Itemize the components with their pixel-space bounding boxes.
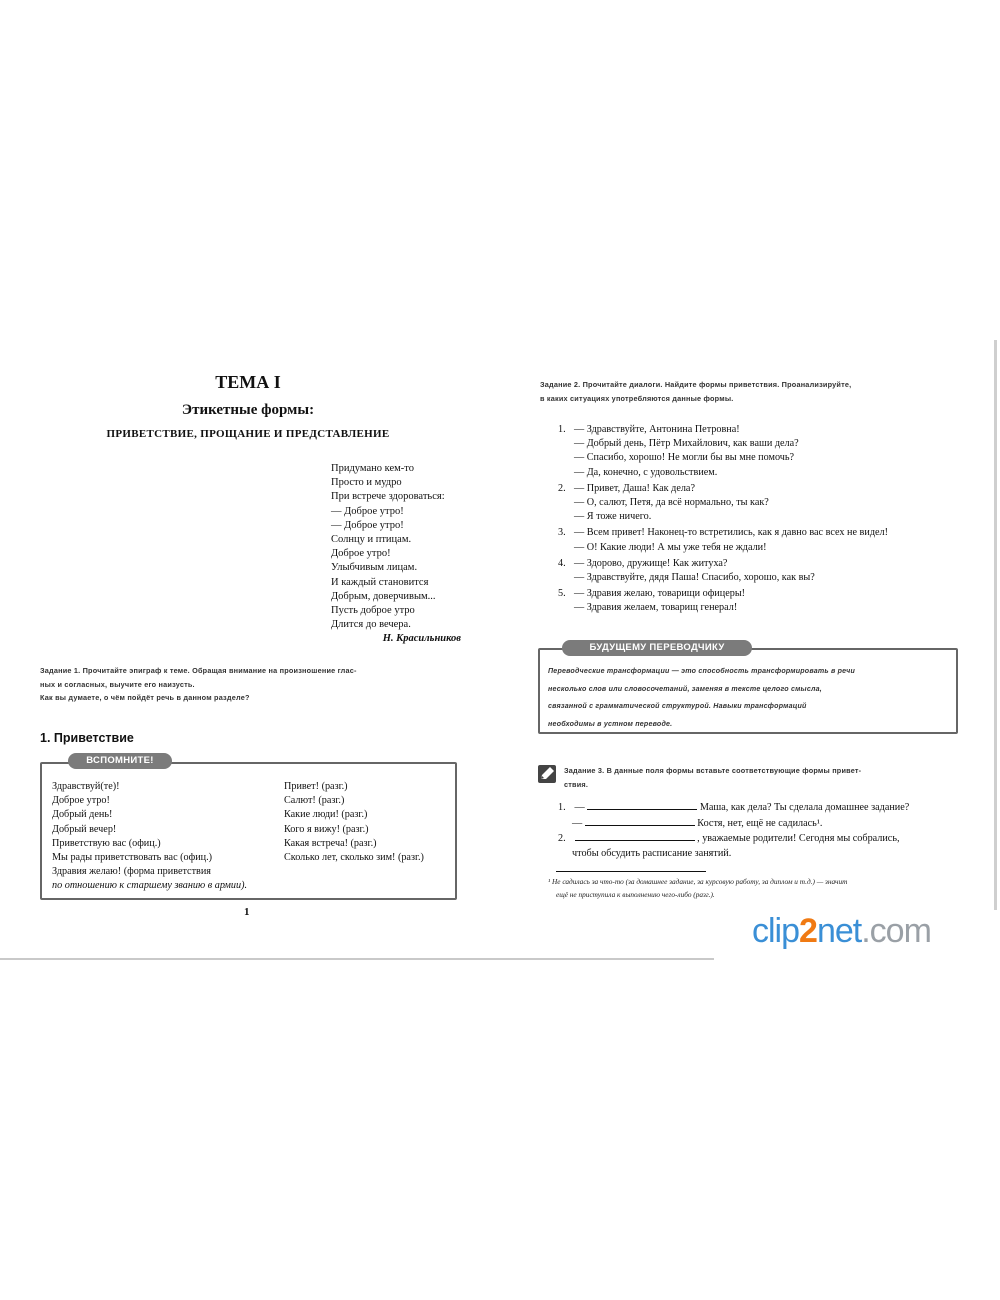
exercise-line bbox=[558, 800, 958, 816]
poem-line: Придумано кем-то bbox=[331, 463, 414, 474]
dialog-item bbox=[558, 557, 958, 585]
page-number: 1 bbox=[244, 906, 250, 918]
remember-item: Какая встреча! (разг.) bbox=[284, 837, 377, 849]
future-translator-text bbox=[548, 663, 944, 733]
task-1-line: Как вы думаете, о чём пойдёт речь в данном разделе? bbox=[40, 693, 250, 702]
dialog-number: 1. bbox=[558, 424, 566, 435]
dialog-item bbox=[558, 423, 958, 480]
footnote-line: ещё не приступила к выполнению чего-либо (разг.). bbox=[556, 889, 715, 899]
future-translator-label: БУДУЩЕМУ ПЕРЕВОДЧИКУ bbox=[562, 640, 752, 656]
pencil-icon bbox=[538, 765, 556, 783]
dialogs-list bbox=[558, 423, 958, 618]
remember-item: Добрый день! bbox=[52, 809, 113, 821]
answer-blank[interactable] bbox=[587, 800, 697, 810]
theme-subtitle: Этикетные формы: bbox=[181, 402, 315, 418]
theme-subtitle-topics: ПРИВЕТСТВИЕ, ПРОЩАНИЕ И ПРЕДСТАВЛЕНИЕ bbox=[106, 428, 390, 440]
poem-line: Пусть доброе утро bbox=[331, 605, 415, 617]
exercise-line bbox=[558, 816, 958, 832]
task-2-line: в каких ситуациях употребляются данные формы. bbox=[540, 393, 734, 403]
remember-item: Кого я вижу! (разг.) bbox=[284, 823, 369, 835]
poem-line: Солнцу и птицам. bbox=[331, 534, 412, 546]
exercise-dash: — bbox=[572, 817, 583, 829]
poem-line: И каждый становится bbox=[331, 576, 429, 588]
exercise-number: 2. bbox=[558, 833, 566, 845]
future-translator-line: связанной с грамматической структурой. Навыки трансформаций bbox=[548, 702, 807, 710]
exercise-dash: — bbox=[574, 802, 585, 813]
footnote-marker: ¹ bbox=[548, 877, 551, 886]
dialog-line: — Здравия желаю, товарищи офицеры! bbox=[574, 588, 746, 600]
footnote-line: Не садилась за что-то (за домашнее задание, за курсовую работу, за диплом и т.д.) — значит bbox=[552, 877, 848, 886]
watermark-logo bbox=[752, 912, 931, 951]
remember-item: Какие люди! (разг.) bbox=[284, 809, 368, 821]
task-2-line: Задание 2. Прочитайте диалоги. Найдите формы приветствия. Проанализируйте, bbox=[540, 380, 852, 389]
dialog-line: — О! Какие люди! А мы уже тебя не ждали! bbox=[574, 541, 767, 553]
remember-informal-list bbox=[284, 780, 424, 865]
task-1-line: Задание 1. Прочитайте эпиграф к теме. Обращая внимание на произношение глас- bbox=[40, 666, 357, 675]
task-3-line: Задание 3. В данные поля формы вставьте соответствующие формы привет- bbox=[564, 766, 862, 775]
dialog-line: — Я тоже ничего. bbox=[574, 511, 652, 523]
exercise-number: 1. bbox=[558, 802, 566, 813]
footnote-rule bbox=[556, 871, 706, 872]
exercise-text: чтобы обсудить расписание занятий. bbox=[572, 847, 732, 859]
dialog-line: — Добрый день, Пётр Михайлович, как ваши дела? bbox=[574, 438, 799, 450]
exercise-text: Костя, нет, ещё не садилась¹. bbox=[697, 817, 823, 829]
poem-line: Длится до вечера. bbox=[331, 619, 411, 631]
remember-item: Привет! (разг.) bbox=[284, 781, 348, 792]
dialog-item bbox=[558, 587, 958, 615]
remember-item: Сколько лет, сколько зим! (разг.) bbox=[284, 852, 424, 864]
dialog-line: — Здравствуйте, дядя Паша! Спасибо, хорошо, как вы? bbox=[574, 572, 815, 584]
watermark-part: net bbox=[816, 912, 862, 950]
poem-line: — Доброе утро! bbox=[331, 519, 404, 531]
future-translator-line: Переводческие трансформации — это способность трансформировать в речи bbox=[548, 667, 855, 675]
remember-item: Доброе утро! bbox=[52, 795, 110, 807]
dialog-line: — Здравствуйте, Антонина Петровна! bbox=[574, 424, 740, 435]
dialog-number: 3. bbox=[558, 527, 566, 539]
remember-item: Приветствую вас (офиц.) bbox=[52, 837, 161, 849]
section-heading-greeting: 1. Приветствие bbox=[40, 731, 134, 745]
remember-item: Здравия желаю! (форма приветствия bbox=[52, 866, 211, 878]
poem-line: При встрече здороваться: bbox=[331, 491, 445, 503]
dialog-number: 4. bbox=[558, 557, 566, 569]
epigraph-poem bbox=[331, 462, 461, 647]
task-3-line: ствия. bbox=[564, 779, 589, 789]
task-3 bbox=[564, 764, 958, 791]
remember-item: Мы рады приветствовать вас (офиц.) bbox=[52, 852, 213, 864]
task-2 bbox=[540, 378, 960, 405]
watermark-part: clip bbox=[752, 912, 800, 950]
remember-item: по отношению к старшему званию в армии). bbox=[52, 880, 248, 892]
dialog-line: — Да, конечно, с удовольствием. bbox=[574, 466, 718, 478]
answer-blank[interactable] bbox=[575, 831, 695, 841]
task-1 bbox=[40, 664, 460, 705]
dialog-item bbox=[558, 526, 958, 554]
watermark-part: 2 bbox=[799, 912, 817, 950]
dialog-line: — Привет, Даша! Как дела? bbox=[574, 482, 695, 494]
remember-item: Здравствуй(те)! bbox=[52, 781, 120, 792]
theme-title: ТЕМА I bbox=[215, 372, 281, 392]
page-bottom-divider bbox=[0, 958, 714, 960]
dialog-line: — Здорово, дружище! Как житуха? bbox=[574, 557, 728, 569]
task-1-line: ных и согласных, выучите его наизусть. bbox=[40, 679, 195, 689]
dialog-number: 2. bbox=[558, 482, 566, 494]
future-translator-line: несколько слов или словосочетаний, заменяя в тексте целого смысла, bbox=[548, 684, 822, 693]
dialog-line: — Всем привет! Наконец-то встретились, как я давно вас всех не видел! bbox=[574, 527, 889, 539]
watermark-part: .com bbox=[861, 912, 931, 950]
page-edge-divider bbox=[994, 340, 997, 910]
poem-line: — Доброе утро! bbox=[331, 505, 404, 517]
dialog-number: 5. bbox=[558, 588, 566, 600]
dialog-line: — Здравия желаем, товарищ генерал! bbox=[574, 602, 738, 614]
future-translator-line: необходимы в устном переводе. bbox=[548, 719, 673, 728]
dialog-line: — О, салют, Петя, да всё нормально, ты как? bbox=[574, 497, 769, 509]
remember-label: ВСПОМНИТЕ! bbox=[68, 753, 172, 769]
dialog-line: — Спасибо, хорошо! Не могли бы вы мне помочь? bbox=[574, 452, 795, 464]
poem-line: Улыбчивым лицам. bbox=[331, 562, 418, 574]
poem-line: Добрым, доверчивым... bbox=[331, 590, 436, 602]
remember-item: Салют! (разг.) bbox=[284, 795, 345, 807]
answer-blank[interactable] bbox=[585, 816, 695, 826]
exercise-line bbox=[558, 847, 958, 862]
remember-item: Добрый вечер! bbox=[52, 823, 117, 835]
exercise-text: Маша, как дела? Ты сделала домашнее задание? bbox=[699, 802, 910, 813]
exercise-line bbox=[558, 831, 958, 847]
poem-line: Доброе утро! bbox=[331, 548, 391, 560]
exercise-3 bbox=[558, 800, 958, 861]
exercise-text: , уважаемые родители! Сегодня мы собрались, bbox=[697, 833, 900, 845]
remember-formal-list bbox=[52, 780, 247, 894]
poem-author: Н. Красильников bbox=[382, 633, 461, 645]
footnote bbox=[548, 876, 956, 901]
dialog-item bbox=[558, 482, 958, 525]
poem-line: Просто и мудро bbox=[331, 477, 402, 489]
